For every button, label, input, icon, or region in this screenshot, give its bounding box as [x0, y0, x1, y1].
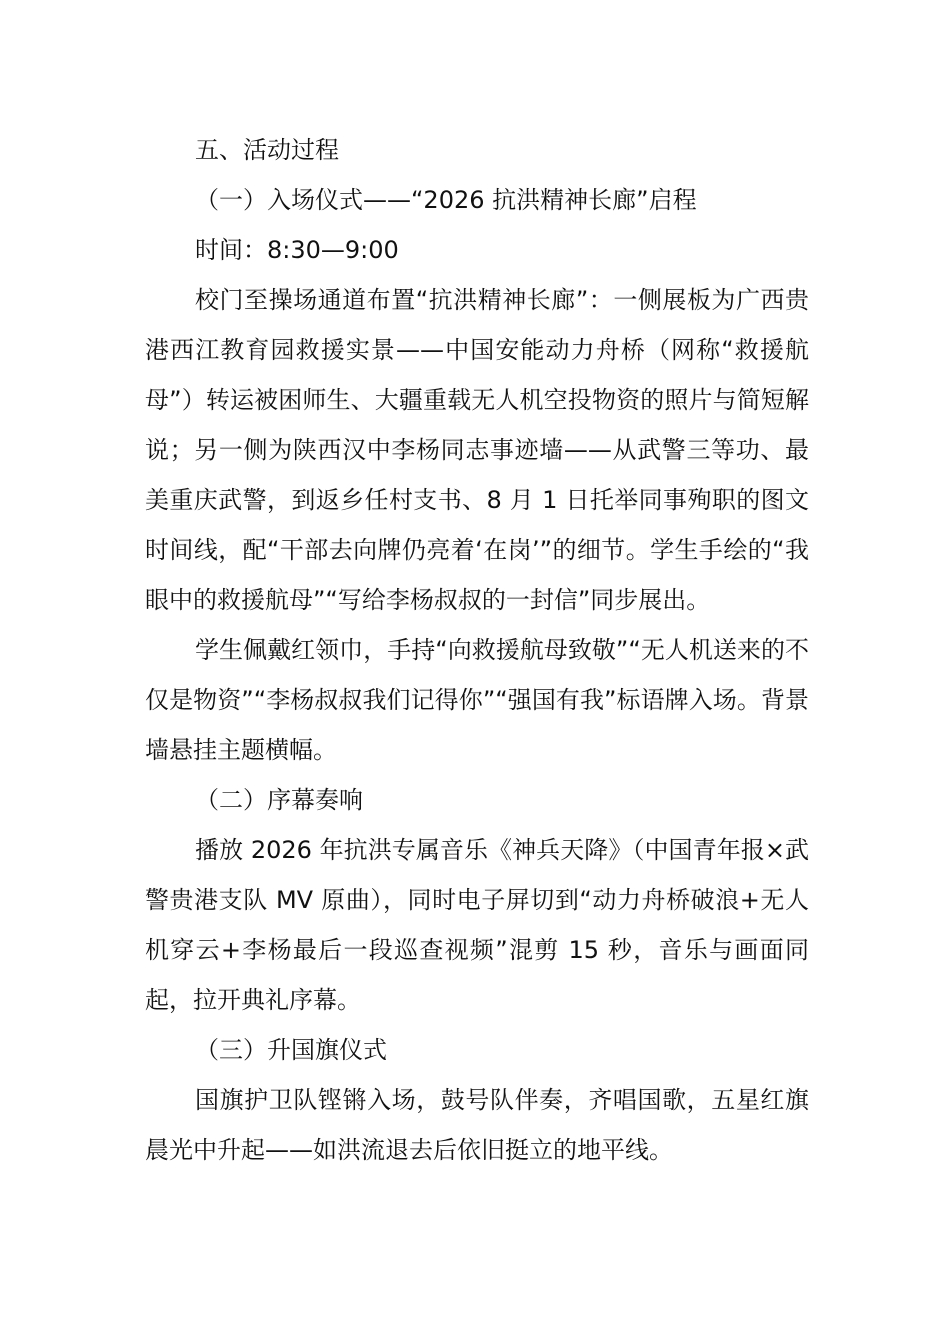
- paragraph-corridor: 校门至操场通道布置“抗洪精神长廊”：一侧展板为广西贵港西江教育园救援实景——中国安能动力舟桥（网称“救援航母”）转运被困师生、大疆重载无人机空投物资的照片与简短解说；另一侧为陕西汉中李杨同志事迹墙——从武警三等功、最美重庆武警，到返乡任村支书、8 月 1 日托举同事殉职的图文时间线，配“干部去向牌仍亮着‘在岗’”的细节。学生手绘的“我眼中的救援航母”“写给李杨叔叔的一封信”同步展出。: [145, 286, 809, 614]
- paragraph-music: 播放 2026 年抗洪专属音乐《神兵天降》（中国青年报×武警贵港支队 MV 原曲），同时电子屏切到“动力舟桥破浪+无人机穿云+李杨最后一段巡查视频”混剪 15 秒，音乐与画面同起，拉开典礼序幕。: [145, 836, 809, 1014]
- document-body: [145, 125, 809, 1175]
- subsection-title-prelude: （二）序幕奏响: [195, 786, 363, 814]
- section-heading: 五、活动过程: [195, 136, 339, 164]
- time-line: 时间：8:30—9:00: [195, 236, 399, 264]
- paragraph-flag-raising: 国旗护卫队铿锵入场，鼓号队伴奏，齐唱国歌，五星红旗晨光中升起——如洪流退去后依旧挺立的地平线。: [145, 1086, 809, 1164]
- paragraph-students-entrance: 学生佩戴红领巾，手持“向救援航母致敬”“无人机送来的不仅是物资”“李杨叔叔我们记得你”“强国有我”标语牌入场。背景墙悬挂主题横幅。: [145, 636, 809, 764]
- subsection-title-entrance: （一）入场仪式——“2026 抗洪精神长廊”启程: [195, 186, 697, 214]
- subsection-title-flag: （三）升国旗仪式: [195, 1036, 387, 1064]
